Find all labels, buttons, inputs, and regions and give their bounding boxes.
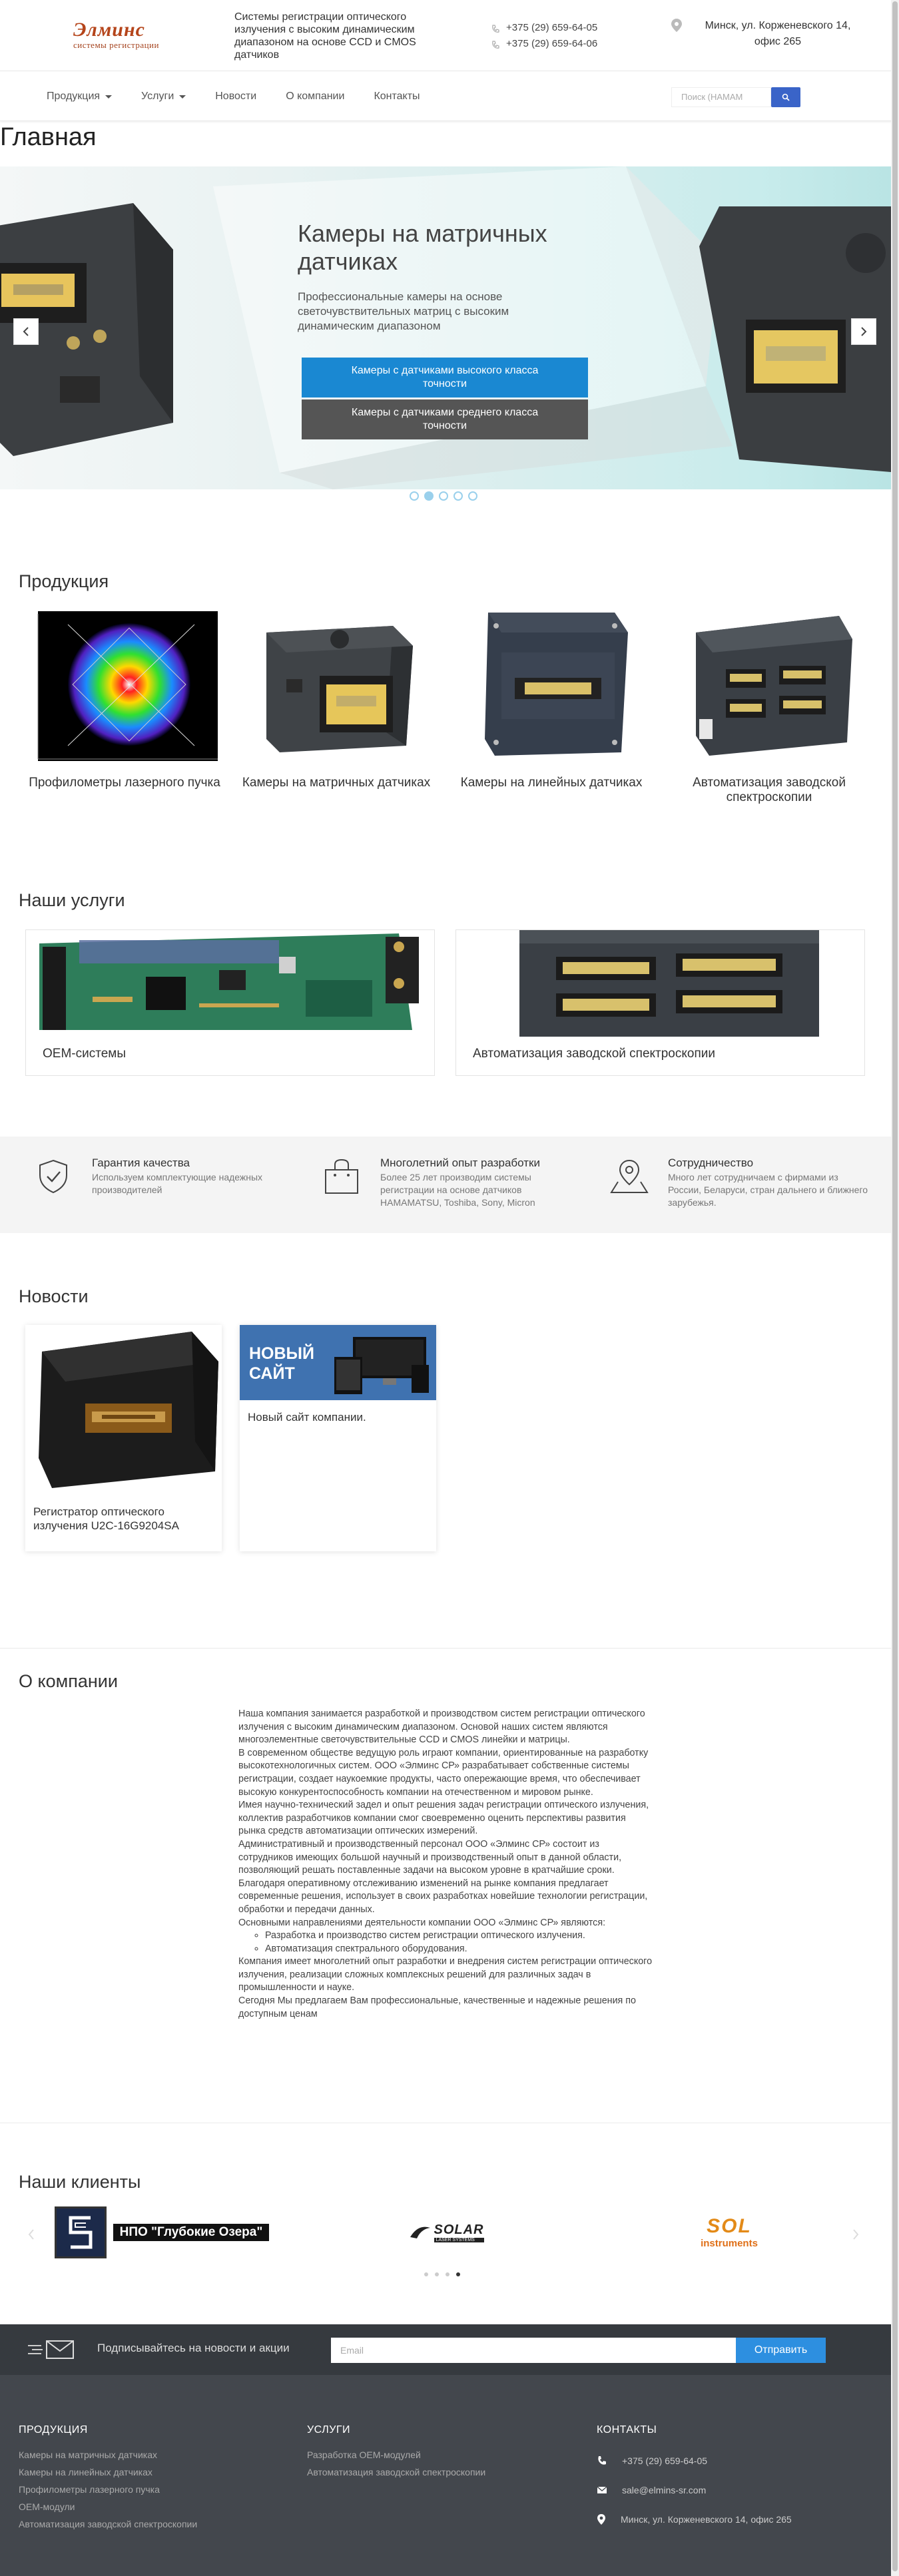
map-marker-icon	[671, 18, 683, 34]
footer-link[interactable]: Профилометры лазерного пучка	[19, 2484, 160, 2495]
about-paragraph: Имея научно-технический задел и опыт решения задач регистрации оптического излучения, коллектив разработчиков компании смог своевременно оценить перспективы развития рынка средств автоматизации оптических измерений.	[238, 1800, 649, 1837]
hero-primary-button[interactable]: Камеры с датчиками высокого класса точности	[302, 358, 588, 397]
footer-link[interactable]: Автоматизация заводской спектроскопии	[307, 2467, 486, 2477]
news-card[interactable]	[240, 1325, 436, 1551]
phone-number-1[interactable]: +375 (29) 659-64-05	[506, 22, 598, 33]
footer-link[interactable]: Автоматизация заводской спектроскопии	[19, 2519, 198, 2529]
feature-text: Используем комплектующие надежных производителей	[92, 1172, 263, 1195]
map-pin-icon	[609, 1157, 649, 1196]
slider-dot-active[interactable]	[424, 491, 434, 501]
about-list-item: ◦ Разработка и производство систем регистрации оптического излучения.	[265, 1930, 655, 1943]
slider-dot[interactable]	[468, 491, 477, 501]
hero-slider	[0, 166, 891, 489]
footer-email	[597, 2475, 792, 2505]
carousel-dot-active[interactable]	[456, 2272, 460, 2276]
nav-label: Контакты	[374, 91, 420, 102]
client-name: SOL	[707, 2214, 752, 2237]
phone-icon	[597, 2455, 607, 2466]
about-paragraph: Благодаря оперативному отслеживанию изменений на рынке компания предлагает современные решения, использует в своих разработках новейшие технологии регистрации, обработки и передачи данных.	[238, 1878, 648, 1915]
slider-next-button[interactable]	[851, 318, 876, 345]
client-swoosh	[409, 2222, 432, 2242]
carousel-dot[interactable]	[446, 2272, 450, 2276]
about-list-item: ◦ Автоматизация спектрального оборудования.	[265, 1943, 655, 1956]
service-name: OEM-системы	[43, 1047, 126, 1061]
mail-icon	[597, 2485, 607, 2495]
footer-email-text[interactable]: sale@elmins-sr.com	[622, 2485, 707, 2495]
phone-row	[491, 20, 597, 36]
footer-heading: КОНТАКТЫ	[597, 2424, 657, 2436]
news-section-title: Новости	[19, 1286, 89, 1306]
client-name-block	[434, 2222, 484, 2242]
logo[interactable]	[73, 19, 166, 51]
about-paragraph: Административный и производственный персонал ООО «Элминс СР» состоит из сотрудников имеющих большой научный и производственный опыт в данной области, позволяющий решать поставленные задачи на высоком уровне в кратчайшие сроки.	[238, 1838, 622, 1876]
nav-item-products[interactable]	[32, 91, 127, 103]
news-banner-text: НОВЫЙ САЙТ	[249, 1344, 314, 1383]
address-text: Минск, ул. Корженевского 14, офис 265	[705, 20, 851, 47]
news-card[interactable]	[25, 1325, 222, 1551]
hero-description: Профессиональные камеры на основе светочувствительных матриц с высоким динамическим диапазоном	[298, 290, 509, 332]
nav-label: Услуги	[141, 91, 174, 102]
client-name: SOLAR	[434, 2222, 484, 2237]
site-tagline: Системы регистрации оптического излучения с высоким динамическим диапазоном на основе CCD и CMOS датчиков	[234, 11, 416, 61]
map-marker-icon	[597, 2513, 606, 2525]
footer-heading: ПРОДУКЦИЯ	[19, 2424, 88, 2436]
product-card[interactable]	[240, 606, 433, 790]
slider-dots	[410, 491, 477, 501]
feature-text: Много лет сотрудничаем с фирмами из России, Беларуси, стран дальнего и ближнего зарубежья.	[668, 1172, 868, 1208]
footer-link[interactable]: Камеры на линейных датчиках	[19, 2467, 152, 2477]
footer-address	[597, 2505, 792, 2534]
phone-number-2[interactable]: +375 (29) 659-64-06	[506, 38, 598, 49]
product-card[interactable]	[673, 606, 866, 805]
client-subname: LASER SYSTEMS	[434, 2238, 484, 2242]
service-image	[456, 930, 864, 1037]
about-paragraph: В современном обществе ведущую роль играют компании, ориентированные на разработку высокотехнологичных систем. ООО «Элминс СР» разрабатывает собственные системы регистрации, создает наукоемкие продукты, часто опережающие время, что обеспечивает высокую конкурентоспособность компании на отечественном и мировом рынке.	[238, 1747, 649, 1798]
about-list	[265, 1930, 655, 1955]
newsletter-email-input[interactable]: Email	[331, 2338, 736, 2363]
header-phones	[491, 20, 597, 52]
nav-item-about[interactable]	[271, 91, 359, 103]
about-paragraph: Основными направлениями деятельности компании ООО «Элминс СР» являются:	[238, 1917, 606, 1928]
chevron-right-icon	[852, 2228, 859, 2240]
nav-label: Новости	[215, 91, 257, 102]
search-input[interactable]: Поиск (НАМАМ	[671, 87, 771, 107]
feature-body	[380, 1157, 585, 1209]
logo-sub-text: системы регистрации	[73, 40, 159, 50]
top-header	[0, 0, 899, 71]
chevron-left-icon	[28, 2228, 35, 2240]
features-band	[0, 1137, 891, 1233]
product-image	[455, 606, 648, 766]
shopping-bag-icon	[322, 1157, 362, 1196]
nav-label: Продукция	[47, 91, 101, 102]
client-logo-glubokie-ozera[interactable]	[52, 2206, 272, 2259]
feature-text: Более 25 лет производим системы регистрации на основе датчиков HAMAMATSU, Toshiba, Sony, Micron	[380, 1172, 535, 1208]
nav-item-news[interactable]	[200, 91, 271, 103]
footer-contacts-column	[597, 2424, 792, 2534]
chevron-right-icon	[860, 326, 867, 337]
footer-phone	[597, 2446, 792, 2475]
clients-section-title: Наши клиенты	[19, 2172, 141, 2192]
services-section-title: Наши услуги	[19, 890, 125, 910]
about-paragraph: Компания имеет многолетний опыт разработки и внедрения систем регистрации оптического излучения, реализации сложных комплексных решений для различных задач в промышленности и науке.	[238, 1956, 653, 1993]
carousel-dot[interactable]	[424, 2272, 428, 2276]
product-card[interactable]	[455, 606, 648, 790]
footer-services-column	[307, 2424, 485, 2481]
client-emblem	[55, 2206, 107, 2258]
about-text	[238, 1708, 655, 2021]
product-name: Автоматизация заводской спектроскопии	[693, 776, 846, 804]
news-headline: Новый сайт компании.	[248, 1411, 366, 1423]
about-paragraph: Сегодня Мы предлагаем Вам профессиональные, качественные и надежные решения по доступным ценам	[238, 1995, 636, 2019]
phone-icon	[491, 23, 501, 33]
footer-address-text: Минск, ул. Корженевского 14, офис 265	[621, 2514, 792, 2525]
feature-body	[92, 1157, 300, 1196]
about-section-title: О компании	[19, 1671, 118, 1691]
envelope-icon	[27, 2339, 76, 2364]
nav-item-contacts[interactable]	[359, 91, 434, 103]
chevron-down-icon	[105, 95, 112, 99]
about-paragraph: Наша компания занимается разработкой и производством систем регистрации оптического излучения с высоким динамическим диапазоном. Основой наших систем являются многоэлементные светочувствительные CCD и CMOS линейки и матрицы.	[238, 1708, 645, 1746]
footer-products-column	[19, 2424, 197, 2533]
service-card[interactable]	[455, 929, 865, 1076]
main-navbar	[0, 71, 899, 121]
feature-cooperation	[609, 1157, 872, 1209]
products-section-title: Продукция	[19, 571, 109, 591]
service-image	[26, 930, 434, 1037]
feature-title: Многолетний опыт разработки	[380, 1157, 540, 1169]
product-card[interactable]	[28, 606, 221, 790]
footer-link[interactable]: OEM-модули	[19, 2501, 75, 2512]
feature-title: Гарантия качества	[92, 1157, 190, 1169]
section-divider	[0, 1648, 891, 1649]
service-card[interactable]	[25, 929, 435, 1076]
clients-prev-button[interactable]	[28, 2227, 35, 2244]
newsletter-submit-button[interactable]: Отправить	[736, 2338, 826, 2363]
phone-icon	[491, 39, 501, 49]
feature-experience	[322, 1157, 585, 1209]
news-image	[25, 1325, 222, 1495]
feature-quality	[33, 1157, 300, 1196]
logo-main-text: Элминс	[73, 19, 145, 41]
footer	[0, 2375, 891, 2576]
chevron-down-icon	[179, 95, 186, 99]
product-name: Камеры на матричных датчиках	[242, 776, 431, 790]
product-name: Камеры на линейных датчиках	[460, 776, 643, 790]
newsletter-text: Подписывайтесь на новости и акции	[97, 2342, 290, 2354]
chevron-left-icon	[23, 326, 29, 337]
footer-link[interactable]: Камеры на матричных датчиках	[19, 2449, 157, 2460]
hero-title: Камеры на матричных датчиках	[298, 220, 547, 275]
product-image	[28, 606, 221, 766]
clients-next-button[interactable]	[852, 2227, 859, 2244]
nav-item-services[interactable]	[127, 91, 200, 103]
news-headline: Регистратор оптического излучения U2C-16G9204SA	[33, 1505, 179, 1532]
client-logo-sol-instruments[interactable]	[673, 2206, 786, 2259]
newsletter-bar	[0, 2324, 891, 2375]
footer-heading: УСЛУГИ	[307, 2424, 351, 2436]
slider-dot[interactable]	[410, 491, 419, 501]
page-title: Главная	[0, 123, 97, 151]
slider-dot[interactable]	[453, 491, 463, 501]
feature-title: Сотрудничество	[668, 1157, 754, 1169]
hero-secondary-button[interactable]: Камеры с датчиками среднего класса точности	[302, 399, 588, 439]
footer-phone-text[interactable]: +375 (29) 659-64-05	[622, 2455, 708, 2466]
header-address	[671, 18, 870, 50]
product-name: Профилометры лазерного пучка	[29, 776, 220, 790]
product-image	[673, 606, 866, 766]
client-logo-solar[interactable]	[400, 2206, 493, 2259]
shield-check-icon	[33, 1157, 73, 1196]
search-button[interactable]	[771, 87, 800, 107]
service-name: Автоматизация заводской спектроскопии	[473, 1047, 715, 1061]
phone-row	[491, 36, 597, 52]
slider-prev-button[interactable]	[13, 318, 39, 345]
carousel-dot[interactable]	[435, 2272, 439, 2276]
product-image	[240, 606, 433, 766]
search-icon	[782, 93, 790, 101]
client-name: НПО "Глубокие Озера"	[113, 2224, 270, 2241]
scrollbar-thumb[interactable]	[892, 1, 898, 2571]
clients-dots	[424, 2272, 460, 2276]
page-scrollbar[interactable]	[891, 0, 899, 2576]
slider-dot[interactable]	[439, 491, 448, 501]
nav-label: О компании	[286, 91, 345, 102]
feature-body	[668, 1157, 872, 1209]
news-image	[240, 1325, 436, 1400]
footer-link[interactable]: Разработка OEM-модулей	[307, 2449, 421, 2460]
nav-menu	[32, 71, 435, 122]
client-subname: instruments	[701, 2237, 758, 2249]
